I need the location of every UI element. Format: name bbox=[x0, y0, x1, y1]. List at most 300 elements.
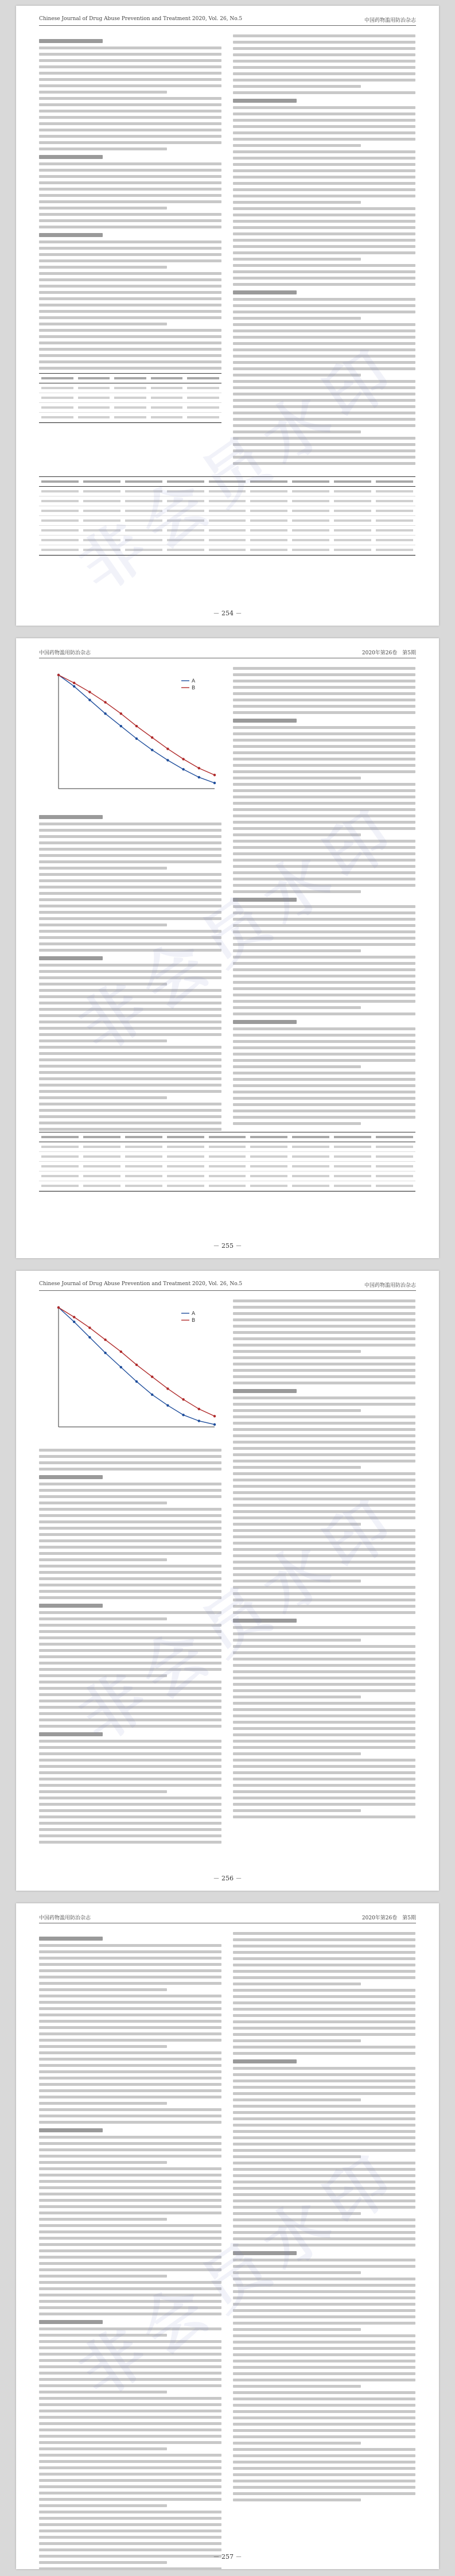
text-line bbox=[233, 79, 415, 82]
text-line bbox=[39, 2102, 167, 2105]
table-cell bbox=[376, 549, 413, 551]
text-line bbox=[233, 188, 415, 191]
table-cell bbox=[78, 377, 110, 379]
text-line bbox=[39, 924, 167, 926]
text-line bbox=[39, 266, 167, 269]
table-cell bbox=[78, 406, 110, 409]
text-line bbox=[233, 1523, 361, 1526]
text-line bbox=[233, 1964, 415, 1966]
table-cell bbox=[292, 1155, 329, 1158]
text-line bbox=[233, 1535, 415, 1538]
table-row bbox=[39, 403, 221, 413]
text-line bbox=[233, 2067, 415, 2070]
text-line bbox=[233, 1091, 415, 1093]
table-cell bbox=[83, 529, 120, 532]
table-cell bbox=[41, 480, 79, 483]
text-line bbox=[233, 783, 415, 786]
text-line bbox=[233, 1318, 415, 1321]
text-line bbox=[39, 1115, 221, 1118]
text-line bbox=[39, 1046, 221, 1049]
text-line bbox=[233, 1605, 415, 1608]
text-line bbox=[233, 1498, 415, 1500]
text-line bbox=[233, 2111, 415, 2114]
table-cell bbox=[209, 539, 246, 541]
text-line bbox=[233, 2416, 415, 2419]
table-cell bbox=[167, 480, 204, 483]
table-row bbox=[39, 1171, 415, 1181]
table-row bbox=[39, 506, 415, 516]
text-line bbox=[39, 1630, 221, 1633]
text-line bbox=[233, 119, 415, 122]
text-line bbox=[233, 1046, 415, 1049]
text-line bbox=[233, 1677, 415, 1679]
text-line bbox=[233, 214, 415, 216]
section-heading bbox=[39, 1937, 103, 1941]
text-line bbox=[233, 1740, 415, 1743]
text-line bbox=[233, 1428, 415, 1431]
text-line bbox=[39, 103, 221, 106]
table-cell bbox=[250, 1155, 287, 1158]
data-point bbox=[88, 691, 91, 693]
text-line bbox=[39, 2089, 221, 2092]
table-header-row bbox=[39, 477, 415, 487]
text-line bbox=[39, 2045, 167, 2048]
text-line bbox=[39, 1712, 221, 1715]
text-line bbox=[39, 1090, 221, 1093]
text-line bbox=[39, 1008, 221, 1011]
text-line bbox=[39, 1571, 221, 1574]
text-line bbox=[233, 163, 415, 166]
text-line bbox=[233, 808, 415, 811]
text-line bbox=[233, 2461, 415, 2464]
text-line bbox=[39, 53, 221, 56]
text-line bbox=[39, 2083, 221, 2086]
text-line bbox=[39, 1584, 221, 1586]
text-line bbox=[39, 1649, 221, 1652]
text-line bbox=[39, 1995, 221, 1997]
section-heading bbox=[233, 1619, 297, 1623]
text-line bbox=[233, 2259, 415, 2261]
text-line bbox=[233, 443, 415, 446]
text-line bbox=[233, 2086, 415, 2089]
text-line bbox=[233, 1447, 415, 1450]
text-line bbox=[233, 232, 415, 235]
table-cell bbox=[41, 1175, 79, 1177]
text-line bbox=[233, 2149, 415, 2152]
text-line bbox=[39, 1797, 221, 1799]
text-line bbox=[233, 1689, 415, 1692]
table-cell bbox=[209, 500, 246, 502]
text-line bbox=[39, 2167, 221, 2170]
table-cell bbox=[125, 1155, 162, 1158]
text-line bbox=[233, 943, 415, 946]
text-line bbox=[233, 833, 361, 836]
data-point bbox=[182, 1414, 184, 1416]
text-line bbox=[233, 1466, 361, 1469]
text-line bbox=[39, 2243, 221, 2246]
table-cell bbox=[41, 549, 79, 551]
text-line bbox=[233, 1375, 415, 1378]
text-line bbox=[39, 2384, 221, 2387]
text-line bbox=[233, 1325, 415, 1328]
text-line bbox=[39, 2155, 221, 2158]
text-line bbox=[233, 2174, 415, 2177]
table-cell bbox=[41, 377, 73, 379]
text-line bbox=[39, 2517, 221, 2520]
text-line bbox=[233, 2218, 415, 2221]
data-point bbox=[104, 701, 106, 703]
text-line bbox=[39, 2001, 221, 2004]
page-number: － 255 － bbox=[213, 1242, 242, 1250]
text-line bbox=[39, 148, 167, 150]
running-header bbox=[39, 16, 416, 26]
table-cell bbox=[209, 1146, 246, 1148]
text-line bbox=[39, 316, 221, 319]
line-chart bbox=[39, 1299, 221, 1443]
table-cell bbox=[334, 500, 371, 502]
table-cell bbox=[125, 1165, 162, 1167]
table-cell bbox=[78, 397, 110, 399]
text-line bbox=[233, 796, 415, 798]
text-line bbox=[39, 2287, 221, 2290]
text-line bbox=[39, 2051, 221, 2054]
text-line bbox=[233, 1567, 415, 1570]
text-line bbox=[233, 1504, 415, 1507]
text-line bbox=[39, 2466, 221, 2469]
text-line bbox=[39, 1765, 221, 1768]
text-line bbox=[39, 1624, 221, 1627]
text-line bbox=[233, 195, 415, 197]
table-cell bbox=[209, 529, 246, 532]
data-point bbox=[88, 699, 91, 701]
table-row bbox=[39, 413, 221, 422]
text-line bbox=[233, 2322, 415, 2325]
text-line bbox=[39, 2454, 221, 2457]
text-line bbox=[39, 989, 221, 992]
text-line bbox=[39, 2180, 221, 2183]
text-line bbox=[233, 2155, 361, 2158]
table-cell bbox=[376, 510, 413, 512]
text-line bbox=[39, 2096, 221, 2098]
text-line bbox=[233, 1434, 415, 1437]
text-line bbox=[233, 131, 415, 134]
table-cell bbox=[41, 1155, 79, 1158]
table-cell bbox=[167, 539, 204, 541]
text-line bbox=[233, 890, 361, 893]
text-line bbox=[233, 1727, 415, 1730]
table-cell bbox=[41, 1165, 79, 1167]
table-row bbox=[39, 1152, 415, 1162]
text-line bbox=[39, 2199, 221, 2202]
text-line bbox=[233, 2353, 415, 2356]
legend-label: B bbox=[192, 1318, 196, 1324]
text-line bbox=[39, 1828, 221, 1831]
table-cell bbox=[292, 1185, 329, 1187]
text-line bbox=[233, 1989, 415, 1992]
text-line bbox=[39, 1617, 167, 1620]
table-cell bbox=[376, 480, 413, 483]
text-line bbox=[39, 1128, 221, 1131]
text-line bbox=[39, 72, 221, 75]
text-line bbox=[233, 802, 415, 805]
text-line bbox=[39, 1103, 221, 1105]
header-right: 2020年第26卷 第5期 bbox=[361, 650, 416, 656]
table-cell bbox=[83, 510, 120, 512]
table-cell bbox=[41, 539, 79, 541]
text-line bbox=[39, 2346, 221, 2349]
text-line bbox=[39, 1539, 221, 1542]
text-line bbox=[233, 449, 415, 452]
data-point bbox=[151, 748, 153, 751]
text-line bbox=[39, 1109, 221, 1112]
table-cell bbox=[376, 519, 413, 522]
text-line bbox=[39, 1596, 221, 1599]
text-line bbox=[233, 418, 415, 421]
text-line bbox=[233, 251, 415, 254]
section-heading bbox=[233, 290, 297, 294]
table-cell bbox=[114, 397, 146, 399]
data-point bbox=[198, 1419, 200, 1422]
journal-page-1 bbox=[16, 6, 439, 626]
text-line bbox=[39, 162, 221, 165]
text-line bbox=[39, 65, 221, 68]
data-point bbox=[213, 1423, 216, 1426]
text-line bbox=[39, 84, 221, 87]
text-line bbox=[39, 2561, 167, 2564]
text-line bbox=[233, 2001, 415, 2004]
text-line bbox=[233, 2473, 415, 2476]
text-line bbox=[39, 841, 221, 844]
table-cell bbox=[376, 1185, 413, 1187]
text-line bbox=[39, 259, 221, 262]
table-cell bbox=[83, 1146, 120, 1148]
table-cell bbox=[125, 1175, 162, 1177]
text-line bbox=[233, 1363, 415, 1365]
text-line bbox=[233, 1059, 415, 1062]
text-line bbox=[39, 1052, 221, 1055]
text-line bbox=[233, 239, 415, 242]
text-line bbox=[39, 1706, 221, 1709]
text-line bbox=[233, 2052, 415, 2055]
watermark: 非会员水印 bbox=[65, 331, 414, 606]
text-line bbox=[39, 1803, 221, 1806]
text-line bbox=[233, 1084, 415, 1087]
text-line bbox=[233, 1708, 415, 1711]
table-row bbox=[39, 487, 415, 496]
text-line bbox=[233, 846, 415, 849]
text-line bbox=[233, 1369, 415, 1372]
text-line bbox=[39, 46, 221, 49]
text-line bbox=[233, 355, 415, 358]
data-point bbox=[104, 1352, 106, 1354]
text-line bbox=[233, 871, 415, 874]
data-point bbox=[120, 725, 122, 727]
section-heading bbox=[233, 1389, 297, 1393]
text-line bbox=[39, 886, 221, 889]
text-line bbox=[39, 110, 221, 112]
text-line bbox=[39, 304, 221, 307]
table-cell bbox=[334, 1165, 371, 1167]
table-cell bbox=[334, 549, 371, 551]
text-column-left bbox=[39, 1449, 221, 1847]
text-line bbox=[233, 1337, 415, 1340]
text-line bbox=[39, 1944, 221, 1947]
text-line bbox=[233, 1053, 415, 1056]
text-line bbox=[233, 1491, 415, 1494]
text-line bbox=[39, 297, 221, 300]
text-line bbox=[233, 1797, 415, 1799]
text-line bbox=[233, 732, 415, 735]
text-line bbox=[39, 2378, 221, 2381]
text-line bbox=[233, 1109, 415, 1112]
text-line bbox=[39, 2492, 221, 2494]
text-line bbox=[39, 1468, 221, 1471]
table-cell bbox=[209, 1155, 246, 1158]
table-cell bbox=[209, 1165, 246, 1167]
text-line bbox=[39, 1461, 221, 1464]
table-cell bbox=[83, 539, 120, 541]
table-row bbox=[39, 536, 415, 545]
section-heading bbox=[233, 2059, 297, 2063]
text-line bbox=[39, 2205, 221, 2208]
text-line bbox=[233, 2290, 415, 2293]
text-line bbox=[233, 911, 415, 914]
text-line bbox=[233, 1983, 361, 1985]
text-line bbox=[39, 116, 221, 119]
data-point bbox=[213, 782, 216, 784]
text-line bbox=[233, 2391, 415, 2394]
table-cell bbox=[125, 1136, 162, 1138]
text-line bbox=[39, 1784, 221, 1787]
text-line bbox=[233, 1683, 415, 1686]
table-cell bbox=[41, 397, 73, 399]
text-line bbox=[233, 304, 415, 307]
text-line bbox=[233, 2385, 361, 2388]
text-line bbox=[233, 393, 415, 395]
text-line bbox=[233, 2162, 415, 2164]
text-line bbox=[39, 2014, 221, 2016]
table-row bbox=[39, 1142, 415, 1152]
text-line bbox=[39, 2148, 221, 2151]
text-line bbox=[233, 2410, 415, 2413]
text-line bbox=[39, 323, 167, 325]
text-line bbox=[233, 2020, 415, 2023]
text-line bbox=[39, 1558, 167, 1561]
text-line bbox=[39, 2397, 221, 2400]
table-cell bbox=[209, 1175, 246, 1177]
text-line bbox=[233, 777, 361, 779]
text-line bbox=[233, 2467, 415, 2470]
text-line bbox=[39, 1790, 167, 1793]
text-line bbox=[39, 1834, 221, 1837]
text-line bbox=[233, 692, 415, 695]
text-line bbox=[39, 2365, 221, 2368]
text-line bbox=[233, 1529, 415, 1532]
table-cell bbox=[83, 1165, 120, 1167]
text-line bbox=[39, 1096, 167, 1099]
text-line bbox=[39, 2058, 221, 2061]
text-line bbox=[233, 1040, 415, 1043]
text-line bbox=[233, 711, 415, 714]
text-line bbox=[233, 2073, 415, 2076]
text-line bbox=[39, 1759, 221, 1762]
data-point bbox=[198, 1408, 200, 1410]
text-line bbox=[233, 2303, 415, 2306]
text-line bbox=[233, 1645, 415, 1648]
text-line bbox=[39, 1508, 221, 1511]
text-line bbox=[39, 2542, 221, 2545]
text-line bbox=[233, 1658, 415, 1661]
text-line bbox=[233, 1485, 415, 1488]
text-line bbox=[233, 258, 361, 261]
table-cell bbox=[292, 490, 329, 492]
text-line bbox=[233, 220, 415, 223]
text-line bbox=[233, 456, 415, 459]
text-line bbox=[39, 97, 221, 100]
data-point bbox=[166, 748, 169, 750]
table-cell bbox=[151, 387, 183, 389]
journal-page-3 bbox=[16, 1271, 439, 1891]
text-line bbox=[39, 2548, 221, 2551]
table-cell bbox=[250, 1185, 287, 1187]
data-point bbox=[104, 712, 106, 715]
text-line bbox=[39, 1533, 221, 1536]
table-cell bbox=[167, 519, 204, 522]
text-line bbox=[233, 1759, 415, 1762]
text-line bbox=[233, 949, 361, 952]
table-cell bbox=[187, 397, 219, 399]
text-line bbox=[39, 1021, 221, 1023]
watermark: 非会员水印 bbox=[65, 791, 414, 1066]
text-line bbox=[233, 2341, 415, 2344]
table-cell bbox=[83, 1185, 120, 1187]
text-line bbox=[233, 412, 415, 414]
table-cell bbox=[376, 500, 413, 502]
table-cell bbox=[83, 549, 120, 551]
section-heading bbox=[39, 1604, 103, 1608]
text-line bbox=[39, 1611, 221, 1614]
header-left: Chinese Journal of Drug Abuse Prevention and Treatment 2020, Vol. 26, No.5 bbox=[39, 16, 243, 22]
data-table bbox=[39, 1132, 415, 1192]
text-line bbox=[233, 865, 415, 868]
text-column-right bbox=[233, 34, 415, 468]
text-line bbox=[233, 399, 415, 402]
text-line bbox=[233, 1815, 415, 1818]
text-line bbox=[233, 968, 415, 971]
table-row bbox=[39, 383, 221, 393]
text-line bbox=[39, 2007, 221, 2010]
text-line bbox=[233, 859, 415, 862]
text-line bbox=[39, 285, 221, 288]
text-line bbox=[39, 1502, 167, 1504]
table-cell bbox=[125, 480, 162, 483]
table-cell bbox=[41, 490, 79, 492]
table-cell bbox=[292, 480, 329, 483]
text-line bbox=[39, 278, 221, 281]
text-line bbox=[39, 911, 221, 914]
text-line bbox=[39, 1976, 221, 1978]
table-cell bbox=[78, 387, 110, 389]
text-line bbox=[39, 2281, 221, 2284]
page-number: － 254 － bbox=[213, 610, 242, 617]
text-line bbox=[233, 2027, 415, 2030]
table-cell bbox=[250, 1146, 287, 1148]
table-cell bbox=[114, 406, 146, 409]
text-line bbox=[39, 2422, 221, 2425]
text-line bbox=[233, 2225, 415, 2228]
text-line bbox=[233, 2278, 415, 2280]
text-line bbox=[39, 2230, 221, 2233]
